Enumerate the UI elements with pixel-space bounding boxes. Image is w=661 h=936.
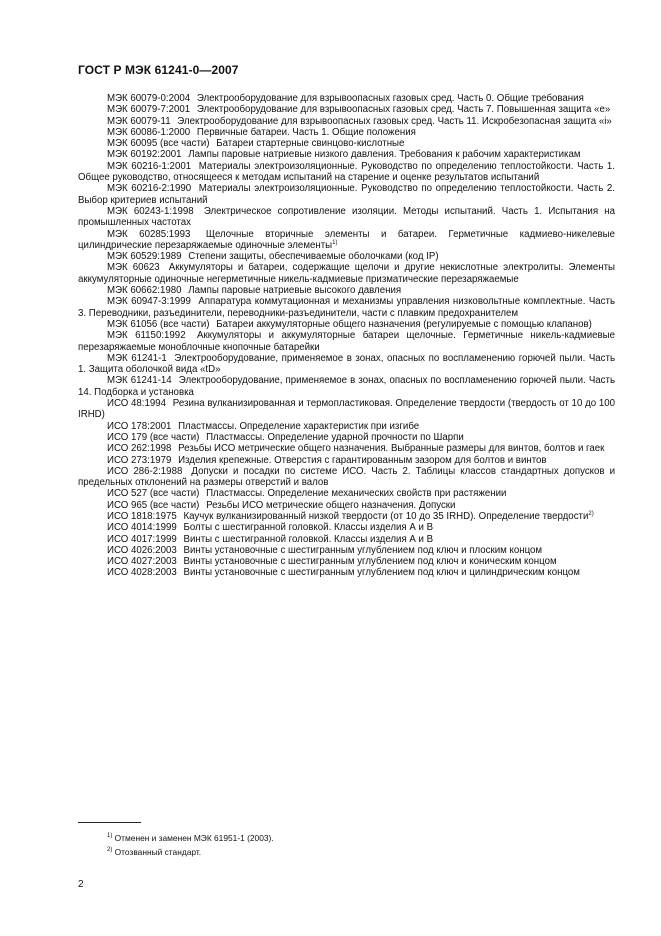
- reference-item: [78, 567, 615, 578]
- reference-item: [78, 455, 615, 466]
- reference-item: [78, 330, 615, 353]
- reference-title: Каучук вулканизированный низкой твердости (от 10 до 35 IRHD). Определение твердости: [183, 510, 589, 522]
- reference-code: ИСО 178:2001: [107, 420, 172, 432]
- reference-item: [78, 229, 615, 252]
- reference-code: МЭК 60285:1993: [107, 228, 191, 240]
- reference-item: [78, 161, 615, 184]
- reference-item: [78, 500, 615, 511]
- reference-title: Винты с шестигранной головкой. Классы изделия А и В: [183, 533, 434, 545]
- reference-title: Электрооборудование для взрывоопасных газовых сред. Часть 0. Общие требования: [196, 93, 584, 104]
- reference-title: Резьбы ИСО метрические общего назначения. Допуски: [206, 499, 456, 511]
- reference-item: [78, 353, 615, 376]
- reference-code: ИСО 286-2:1988: [107, 465, 183, 477]
- footnote-text: Отозванный стандарт.: [114, 847, 202, 857]
- reference-code: МЭК 61241-14: [107, 375, 172, 387]
- reference-code: ИСО 965 (все части): [107, 499, 200, 511]
- reference-code: ИСО 1818:1975: [107, 510, 177, 522]
- reference-code: МЭК 60216-1:2001: [107, 160, 192, 172]
- reference-code: МЭК 60079-7:2001: [107, 104, 191, 116]
- reference-title: Электрооборудование для взрывоопасных газовых сред. Часть 11. Искробезопасная защита «i»: [177, 115, 612, 127]
- page-number: 2: [78, 879, 84, 890]
- reference-code: МЭК 60216-2:1990: [107, 183, 192, 195]
- footnote-text: Отменен и заменен МЭК 61951-1 (2003).: [114, 833, 274, 843]
- reference-title: Допуски и посадки по системе ИСО. Часть 2. Таблицы классов стандартных допусков и предельных отклонений на размеры отверстий и валов: [78, 465, 616, 489]
- reference-title: Изделия крепежные. Отверстия с гарантированным зазором для болтов и винтов: [178, 454, 547, 466]
- reference-code: МЭК 60662:1980: [107, 285, 182, 297]
- reference-code: ИСО 48:1994: [107, 398, 167, 410]
- footnote: [107, 845, 274, 859]
- footnote: [107, 831, 274, 845]
- reference-item: [78, 116, 615, 127]
- reference-item: [78, 511, 615, 522]
- reference-title: Лампы паровые натриевые низкого давления. Требования к рабочим характеристикам: [188, 149, 581, 161]
- reference-code: ИСО 179 (все части): [107, 431, 200, 443]
- reference-title: Пластмассы. Определение механических свойств при растяжении: [206, 488, 507, 500]
- reference-code: ИСО 4026:2003: [107, 544, 177, 556]
- reference-title: Пластмассы. Определение ударной прочности по Шарпи: [206, 431, 464, 443]
- reference-title: Электрооборудование для взрывоопасных газовых сред. Часть 7. Повышенная защита «е»: [196, 104, 611, 116]
- reference-code: МЭК 61150:1992: [107, 330, 186, 342]
- reference-code: ИСО 4028:2003: [107, 567, 177, 579]
- footnotes: [107, 831, 274, 859]
- reference-item: [78, 93, 615, 104]
- reference-title: Электрическое сопротивление изоляции. Методы испытаний. Часть 1. Испытания на промышленных частотах: [78, 205, 615, 229]
- reference-title: Резьбы ИСО метрические общего назначения. Выбранные размеры для винтов, болтов и гаек: [178, 443, 605, 455]
- reference-item: [78, 138, 615, 149]
- reference-title: Пластмассы. Определение характеристик при изгибе: [178, 420, 420, 432]
- reference-code: МЭК 60947-3:1999: [107, 296, 191, 308]
- reference-code: МЭК 60192:2001: [107, 149, 182, 161]
- reference-item: [78, 319, 615, 330]
- footnote-mark: 1): [107, 833, 113, 840]
- reference-code: МЭК 60623: [107, 262, 160, 274]
- document-header: ГОСТ Р МЭК 61241-0—2007: [78, 63, 239, 77]
- reference-item: [78, 127, 615, 138]
- reference-item: [78, 251, 615, 262]
- footnote-marker: 1): [332, 239, 338, 246]
- reference-item: [78, 296, 615, 319]
- reference-code: МЭК 60086-1:2000: [107, 126, 191, 138]
- reference-item: [78, 545, 615, 556]
- reference-code: ИСО 262:1998: [107, 443, 172, 455]
- reference-code: ИСО 4014:1999: [107, 522, 177, 534]
- reference-title: Аккумуляторы и батареи, содержащие щелочи и другие некислотные электролиты. Элементы аккумуляторные одиночные негерметичные никель-кадмиевые призматические перезаряжаемые: [78, 262, 615, 285]
- reference-title: Болты с шестигранной головкой. Классы изделия А и В: [183, 522, 434, 534]
- reference-item: [78, 432, 615, 443]
- reference-title: Электрооборудование, применяемое в зонах, опасных по воспламенению горючей пыли. Часть 14. Подборка и установка: [78, 375, 615, 398]
- reference-title: Винты установочные с шестигранным углублением под ключ и коническим концом: [183, 556, 557, 568]
- reference-code: МЭК 60095 (все части): [107, 138, 210, 150]
- reference-title: Первичные батареи. Часть 1. Общие положения: [196, 126, 416, 138]
- reference-title: Батареи аккумуляторные общего назначения (регулируемые с помощью клапанов): [216, 318, 592, 330]
- reference-item: [78, 285, 615, 296]
- reference-item: [78, 466, 615, 489]
- reference-item: [78, 149, 615, 160]
- reference-item: [78, 556, 615, 567]
- reference-title: Винты установочные с шестигранным углублением под ключ и цилиндрическим концом: [183, 567, 580, 579]
- reference-title: Лампы паровые натриевые высокого давления: [188, 285, 402, 297]
- reference-code: МЭК 61241-1: [107, 352, 167, 364]
- reference-title: Электрооборудование, применяемое в зонах, опасных по воспламенению горючей пыли. Часть 1. Защита оболочкой вида «tD»: [78, 352, 616, 376]
- reference-item: [78, 262, 615, 285]
- reference-item: [78, 398, 615, 421]
- reference-item: [78, 534, 615, 545]
- reference-title: Щелочные вторичные элементы и батареи. Герметичные кадмиево-никелевые цилиндрические перезаряжаемые одиночные элементы: [78, 228, 615, 251]
- reference-title: Резина вулканизированная и термопластиковая. Определение твердости (твердость от 10 до 100 IRHD): [78, 398, 616, 421]
- reference-title: Степени защиты, обеспечиваемые оболочками (код IP): [188, 251, 439, 263]
- reference-code: МЭК 60079-0:2004: [107, 93, 191, 104]
- footnote-mark: 2): [107, 847, 113, 854]
- reference-title: Аппаратура коммутационная и механизмы управления низковольтные комплектные. Часть 3. Переводники, разъединители, переводники-разъединители, части с плавким предохранителем: [78, 296, 615, 319]
- reference-code: ИСО 527 (все части): [107, 488, 200, 500]
- reference-item: [78, 375, 615, 398]
- reference-code: МЭК 60529:1989: [107, 251, 182, 263]
- reference-item: [78, 206, 615, 229]
- reference-item: [78, 104, 615, 115]
- footnote-marker: 2): [588, 510, 594, 517]
- reference-code: ИСО 4027:2003: [107, 556, 177, 568]
- reference-item: [78, 421, 615, 432]
- reference-code: ИСО 4017:1999: [107, 533, 177, 545]
- reference-item: [78, 183, 615, 206]
- normative-references-list: [78, 93, 615, 579]
- reference-title: Батареи стартерные свинцово-кислотные: [216, 138, 405, 150]
- reference-code: МЭК 60079-11: [107, 115, 171, 127]
- reference-code: ИСО 273:1979: [107, 454, 172, 466]
- reference-title: Материалы электроизоляционные. Руководство по определению теплостойкости. Часть 2. Выбор критериев испытаний: [78, 183, 615, 206]
- footnote-divider: [78, 822, 141, 823]
- reference-item: [78, 522, 615, 533]
- reference-title: Материалы электроизоляционные. Руководство по определению теплостойкости. Часть 1. Общее руководство, относящееся к методам испытаний на старение и оценке результатов испытаний: [78, 160, 615, 184]
- reference-item: [78, 443, 615, 454]
- reference-code: МЭК 60243-1:1998: [107, 205, 194, 217]
- reference-title: Аккумуляторы и аккумуляторные батареи щелочные. Герметичные никель-кадмиевые перезаряжаемые моноблочные кнопочные батарейки: [78, 330, 615, 353]
- reference-item: [78, 488, 615, 499]
- reference-title: Винты установочные с шестигранным углублением под ключ и плоским концом: [183, 544, 543, 556]
- reference-code: МЭК 61056 (все части): [107, 318, 210, 330]
